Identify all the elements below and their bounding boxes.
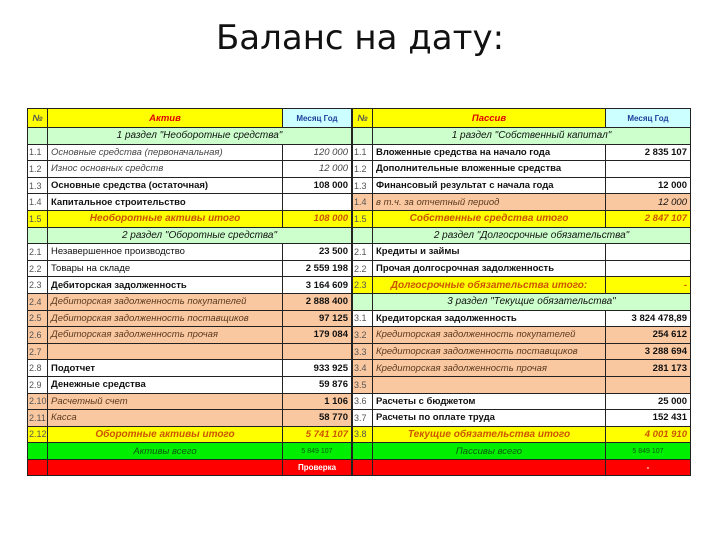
row-value: 5 741 107	[283, 426, 352, 443]
row-value	[606, 260, 691, 277]
row-label: Пассивы всего	[373, 443, 606, 460]
row-value: 2 559 198	[283, 260, 352, 277]
row-label: Кредиторская задолженность поставщиков	[373, 343, 606, 360]
row-value	[606, 161, 691, 178]
table-row	[28, 343, 352, 360]
table-row	[353, 277, 691, 294]
table-row	[28, 194, 352, 211]
row-label: 1 раздел "Собственный капитал"	[373, 128, 691, 145]
row-label: Необоротные активы итого	[48, 210, 283, 227]
table-row	[28, 177, 352, 194]
row-value: 3 824 478,89	[606, 310, 691, 327]
table-row	[353, 210, 691, 227]
row-label: Долгосрочные обязательства итого:	[373, 277, 606, 294]
row-value: 933 925	[283, 360, 352, 377]
table-row	[353, 260, 691, 277]
row-value	[283, 343, 352, 360]
row-number: 2.9	[28, 376, 48, 393]
table-row	[28, 376, 352, 393]
row-value	[606, 244, 691, 261]
row-number: 1.1	[353, 144, 373, 161]
table-row	[28, 244, 352, 261]
row-number: 3.5	[353, 376, 373, 393]
row-number	[353, 128, 373, 145]
row-value: 1 106	[283, 393, 352, 410]
row-number: 1.5	[353, 210, 373, 227]
row-label: Активы всего	[48, 443, 283, 460]
row-label	[373, 459, 606, 476]
row-value	[606, 376, 691, 393]
row-label: Расчеты с бюджетом	[373, 393, 606, 410]
section-row	[353, 128, 691, 145]
assets-table	[27, 108, 352, 476]
row-label: Износ основных средств	[48, 161, 283, 178]
row-number: 2.1	[28, 244, 48, 261]
row-label: Касса	[48, 410, 283, 427]
row-number	[353, 459, 373, 476]
table-row	[353, 161, 691, 178]
table-row	[353, 360, 691, 377]
table-row	[28, 210, 352, 227]
row-value: Проверка	[283, 459, 352, 476]
table-row	[353, 426, 691, 443]
row-label: Дебиторская задолженность	[48, 277, 283, 294]
liabilities-table	[352, 108, 691, 476]
row-number: 1.4	[353, 194, 373, 211]
table-header-row	[353, 109, 691, 128]
row-number: 3.1	[353, 310, 373, 327]
table-row	[28, 161, 352, 178]
row-value: -	[606, 459, 691, 476]
row-number	[353, 293, 373, 310]
section-row	[353, 293, 691, 310]
row-label	[373, 376, 606, 393]
row-number: 1.3	[28, 177, 48, 194]
row-value: 4 001 910	[606, 426, 691, 443]
row-label: Дебиторская задолженность покупателей	[48, 293, 283, 310]
row-number: 2.6	[28, 327, 48, 344]
row-label: 2 раздел "Долгосрочные обязательства"	[373, 227, 691, 244]
table-row	[28, 410, 352, 427]
table-row	[353, 376, 691, 393]
row-label: Собственные средства итого	[373, 210, 606, 227]
row-label: Товары на складе	[48, 260, 283, 277]
row-number: 1.2	[28, 161, 48, 178]
section-row	[28, 128, 352, 145]
row-label: Подотчет	[48, 360, 283, 377]
table-row	[28, 426, 352, 443]
row-value: 12 000	[283, 161, 352, 178]
row-value: 3 288 694	[606, 343, 691, 360]
table-row	[353, 410, 691, 427]
table-row	[28, 443, 352, 460]
row-value: 59 876	[283, 376, 352, 393]
row-label: Актив	[48, 109, 283, 128]
row-label: Дебиторская задолженность прочая	[48, 327, 283, 344]
row-number: 2.12	[28, 426, 48, 443]
row-number: 2.11	[28, 410, 48, 427]
row-value: 25 000	[606, 393, 691, 410]
section-row	[353, 227, 691, 244]
row-number: 2.1	[353, 244, 373, 261]
row-number	[28, 459, 48, 476]
table-row	[28, 393, 352, 410]
row-number	[28, 443, 48, 460]
table-row	[28, 310, 352, 327]
row-number: 3.6	[353, 393, 373, 410]
table-row	[353, 194, 691, 211]
row-number: 2.3	[28, 277, 48, 294]
row-value: 2 888 400	[283, 293, 352, 310]
row-number: 3.4	[353, 360, 373, 377]
table-row	[28, 277, 352, 294]
table-row	[353, 310, 691, 327]
row-number: 2.4	[28, 293, 48, 310]
row-label: Расчетный счет	[48, 393, 283, 410]
row-number	[28, 128, 48, 145]
row-number: 3.2	[353, 327, 373, 344]
table-row	[353, 443, 691, 460]
row-label: Пассив	[373, 109, 606, 128]
row-label: Кредиторская задолженность прочая	[373, 360, 606, 377]
row-value: 58 770	[283, 410, 352, 427]
row-label: Кредиторская задолженность покупателей	[373, 327, 606, 344]
row-number: №	[28, 109, 48, 128]
row-label: Дополнительные вложенные средства	[373, 161, 606, 178]
row-number: 2.5	[28, 310, 48, 327]
row-label: 3 раздел "Текущие обязательства"	[373, 293, 691, 310]
table-row	[353, 244, 691, 261]
row-number: 2.10	[28, 393, 48, 410]
row-value: 281 173	[606, 360, 691, 377]
row-number: №	[353, 109, 373, 128]
row-value: 12 000	[606, 177, 691, 194]
table-row	[28, 459, 352, 476]
row-number: 1.4	[28, 194, 48, 211]
row-label: 2 раздел "Оборотные средства"	[48, 227, 352, 244]
row-number: 3.3	[353, 343, 373, 360]
row-label: Основные средства (первоначальная)	[48, 144, 283, 161]
table-row	[353, 327, 691, 344]
row-number	[353, 227, 373, 244]
row-number: 2.2	[28, 260, 48, 277]
row-label: Кредиты и займы	[373, 244, 606, 261]
table-row	[353, 144, 691, 161]
row-value: 2 847 107	[606, 210, 691, 227]
table-row	[28, 360, 352, 377]
row-number: 1.3	[353, 177, 373, 194]
row-label: Капитальное строительство	[48, 194, 283, 211]
row-value: 108 000	[283, 177, 352, 194]
row-value: 5 849 107	[283, 443, 352, 460]
slide-title: Баланс на дату:	[215, 18, 505, 58]
row-number: 3.8	[353, 426, 373, 443]
row-label: Незавершенное производство	[48, 244, 283, 261]
table-row	[353, 459, 691, 476]
row-label: в т.ч. за отчетный период	[373, 194, 606, 211]
table-header-row	[28, 109, 352, 128]
row-value: 3 164 609	[283, 277, 352, 294]
row-number: 3.7	[353, 410, 373, 427]
row-value	[283, 194, 352, 211]
table-row	[28, 260, 352, 277]
row-label: Расчеты по оплате труда	[373, 410, 606, 427]
table-row	[353, 343, 691, 360]
row-label: Денежные средства	[48, 376, 283, 393]
row-number: 2.8	[28, 360, 48, 377]
table-row	[28, 144, 352, 161]
table-row	[28, 293, 352, 310]
row-label	[48, 459, 283, 476]
row-value: 152 431	[606, 410, 691, 427]
row-value: Месяц Год	[606, 109, 691, 128]
section-row	[28, 227, 352, 244]
row-number	[28, 227, 48, 244]
row-value: 97 125	[283, 310, 352, 327]
row-value: 2 835 107	[606, 144, 691, 161]
row-number: 1.1	[28, 144, 48, 161]
row-label: 1 раздел "Необоротные средства"	[48, 128, 352, 145]
row-value: 179 084	[283, 327, 352, 344]
row-label: Вложенные средства на начало года	[373, 144, 606, 161]
row-label: Финансовый результат с начала года	[373, 177, 606, 194]
row-number: 2.3	[353, 277, 373, 294]
row-value: 108 000	[283, 210, 352, 227]
row-value: 23 500	[283, 244, 352, 261]
row-label: Оборотные активы итого	[48, 426, 283, 443]
row-value: 12 000	[606, 194, 691, 211]
row-number: 1.5	[28, 210, 48, 227]
table-row	[28, 327, 352, 344]
row-label: Основные средства (остаточная)	[48, 177, 283, 194]
table-row	[353, 393, 691, 410]
row-number: 2.7	[28, 343, 48, 360]
row-value: Месяц Год	[283, 109, 352, 128]
row-label: Текущие обязательства итого	[373, 426, 606, 443]
row-label	[48, 343, 283, 360]
row-label: Прочая долгосрочная задолженность	[373, 260, 606, 277]
table-row	[353, 177, 691, 194]
row-label: Дебиторская задолженность поставщиков	[48, 310, 283, 327]
row-number: 2.2	[353, 260, 373, 277]
row-value: 120 000	[283, 144, 352, 161]
row-number	[353, 443, 373, 460]
row-value: 5 849 107	[606, 443, 691, 460]
row-value: -	[606, 277, 691, 294]
row-label: Кредиторская задолженность	[373, 310, 606, 327]
row-value: 254 612	[606, 327, 691, 344]
row-number: 1.2	[353, 161, 373, 178]
